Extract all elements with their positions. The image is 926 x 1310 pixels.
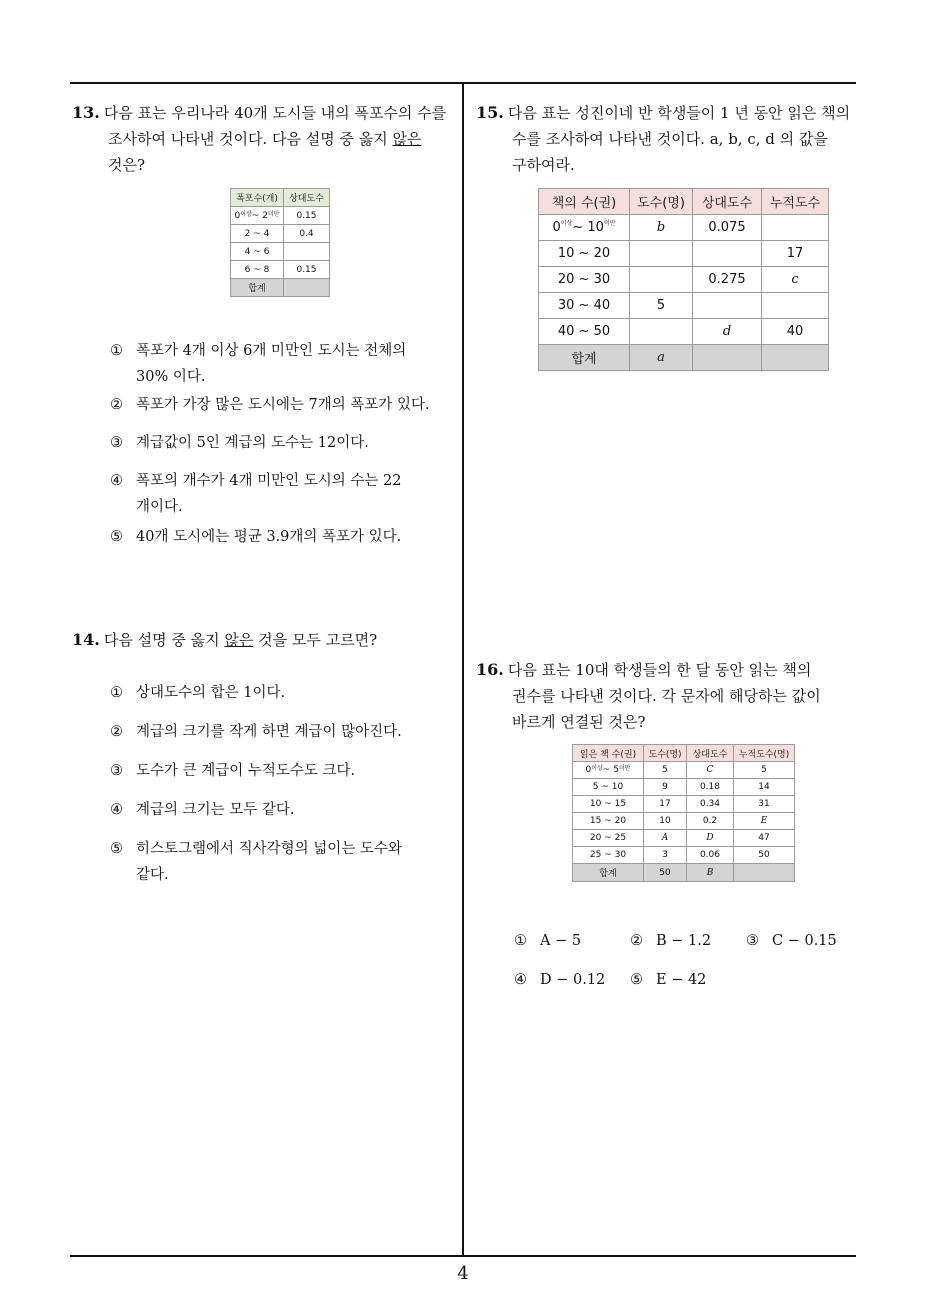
stem-line-2: 조사하여 나타낸 것이다. 다음 설명 중 옳지 xyxy=(108,130,393,148)
table-header: 누적도수 xyxy=(762,189,829,215)
table-cell: 25 ~ 30 xyxy=(573,847,644,864)
table-cell: 30 ~ 40 xyxy=(539,293,630,319)
table-cell: E xyxy=(734,813,795,830)
table-cell xyxy=(762,293,829,319)
table-total-label: 합계 xyxy=(231,279,284,297)
table-header: 폭포수(개) xyxy=(231,189,284,207)
stem-line-1: 다음 표는 우리나라 40개 도시들 내의 폭포수의 수를 xyxy=(103,104,447,122)
option-4[interactable]: ④ 계급의 크기는 모두 같다. xyxy=(110,802,295,818)
table-header: 책의 수(권) xyxy=(539,189,630,215)
table-total-cell xyxy=(693,345,762,371)
table-cell: c xyxy=(762,267,829,293)
table-cell: 0.075 xyxy=(693,215,762,241)
table-cell: C xyxy=(687,762,734,779)
table-total-value xyxy=(284,279,330,297)
table-cell: 40 xyxy=(762,319,829,345)
q16-table xyxy=(572,744,795,882)
option-1[interactable]: ① A − 5 xyxy=(514,933,582,949)
underlined-word: 않은 xyxy=(392,130,422,148)
underlined-word: 않은 xyxy=(224,631,254,649)
table-cell: 0.06 xyxy=(687,847,734,864)
question-14: 14. 다음 설명 중 옳지 않은 것을 모두 고르면? xyxy=(72,630,378,649)
q13-options xyxy=(110,338,456,558)
table-cell xyxy=(693,293,762,319)
table-cell: D xyxy=(687,830,734,847)
question-number: 14. xyxy=(72,630,100,649)
option-3[interactable]: ③ 계급값이 5인 계급의 도수는 12이다. xyxy=(110,435,369,451)
table-cell: 9 xyxy=(644,779,687,796)
question-number: 16. xyxy=(476,660,504,679)
table-header: 상대도수 xyxy=(693,189,762,215)
table-cell: A xyxy=(644,830,687,847)
table-cell: 3 xyxy=(644,847,687,864)
table-cell: 0.15 xyxy=(284,207,330,225)
table-cell: 5 xyxy=(630,293,693,319)
table-cell: 31 xyxy=(734,796,795,813)
table-cell: 5 xyxy=(734,762,795,779)
table-header: 누적도수(명) xyxy=(734,745,795,762)
table-header: 읽은 책 수(권) xyxy=(573,745,644,762)
q15-table xyxy=(538,188,829,371)
table-header: 상대도수 xyxy=(284,189,330,207)
table-cell: 0.4 xyxy=(284,225,330,243)
table-cell: 10 ~ 20 xyxy=(539,241,630,267)
table-cell: $0^{이상}\sim$ $5^{미만}$ xyxy=(573,762,644,779)
table-total-cell: a xyxy=(630,345,693,371)
option-3[interactable]: ③ C − 0.15 xyxy=(746,933,837,949)
table-cell: 17 xyxy=(644,796,687,813)
table-cell: 0.15 xyxy=(284,261,330,279)
table-cell: 10 ~ 15 xyxy=(573,796,644,813)
table-cell: 0.275 xyxy=(693,267,762,293)
table-cell: d xyxy=(693,319,762,345)
question-15: 15. 다음 표는 성진이네 반 학생들이 1 년 동안 읽은 책의 수를 조사하여 나타낸 것이다. a, b, c, d 의 값을 구하여라. xyxy=(476,103,851,174)
table-cell xyxy=(630,319,693,345)
option-2[interactable]: ② 계급의 크기를 작게 하면 계급이 많아진다. xyxy=(110,724,402,740)
table-cell: 20 ~ 25 xyxy=(573,830,644,847)
table-cell: 50 xyxy=(734,847,795,864)
table-header: 상대도수 xyxy=(687,745,734,762)
table-total-cell: B xyxy=(687,864,734,882)
table-total-label: 합계 xyxy=(539,345,630,371)
table-cell: $0^{이상}\sim$ $2^{미만}$ xyxy=(231,207,284,225)
option-3[interactable]: ③ 도수가 큰 계급이 누적도수도 크다. xyxy=(110,763,356,779)
question-number: 15. xyxy=(476,103,504,122)
stem-line-3: 것은? xyxy=(108,156,146,174)
table-cell xyxy=(630,241,693,267)
q13-table xyxy=(230,188,330,297)
table-cell: 4 ~ 6 xyxy=(231,243,284,261)
question-13 xyxy=(72,100,456,178)
page-number: 4 xyxy=(457,1263,469,1284)
table-header: 도수(명) xyxy=(630,189,693,215)
table-cell xyxy=(762,215,829,241)
table-cell: 0.34 xyxy=(687,796,734,813)
table-total-label: 합계 xyxy=(573,864,644,882)
option-4[interactable]: ④ D − 0.12 xyxy=(514,972,606,988)
q14-options xyxy=(110,680,456,890)
option-5[interactable]: ⑤ 40개 도시에는 평균 3.9개의 폭포가 있다. xyxy=(110,529,402,545)
option-5[interactable]: ⑤ 히스토그램에서 직사각형의 넓이는 도수와 같다. xyxy=(110,841,402,883)
table-cell: 47 xyxy=(734,830,795,847)
table-cell: 15 ~ 20 xyxy=(573,813,644,830)
question-16: 16. 다음 표는 10대 학생들의 한 달 동안 읽는 책의 권수를 나타낸 것이다. 각 문자에 해당하는 값이 바르게 연결된 것은? xyxy=(476,660,821,731)
column-divider xyxy=(462,84,464,1256)
option-1[interactable]: ① 상대도수의 합은 1이다. xyxy=(110,685,286,701)
table-cell: 40 ~ 50 xyxy=(539,319,630,345)
table-cell: 17 xyxy=(762,241,829,267)
option-2[interactable]: ② B − 1.2 xyxy=(630,933,712,949)
table-cell: 0.18 xyxy=(687,779,734,796)
table-cell xyxy=(630,267,693,293)
table-cell: $0^{이상}\sim$ $10^{미만}$ xyxy=(539,215,630,241)
table-cell: 5 xyxy=(644,762,687,779)
table-cell: b xyxy=(630,215,693,241)
table-cell: 2 ~ 4 xyxy=(231,225,284,243)
table-cell: 0.2 xyxy=(687,813,734,830)
table-cell xyxy=(693,241,762,267)
table-cell: 14 xyxy=(734,779,795,796)
table-header: 도수(명) xyxy=(644,745,687,762)
table-cell: 6 ~ 8 xyxy=(231,261,284,279)
table-total-cell: 50 xyxy=(644,864,687,882)
q16-options xyxy=(514,928,854,998)
table-total-cell xyxy=(734,864,795,882)
question-number: 13. xyxy=(72,103,100,122)
table-cell: 10 xyxy=(644,813,687,830)
bottom-rule xyxy=(70,1255,856,1257)
option-4[interactable]: ④ 폭포의 개수가 4개 미만인 도시의 수는 22 개이다. xyxy=(110,473,402,515)
option-1[interactable]: ① 폭포가 4개 이상 6개 미만인 도시는 전체의 30% 이다. xyxy=(110,343,407,385)
table-cell: 5 ~ 10 xyxy=(573,779,644,796)
table-total-cell xyxy=(762,345,829,371)
table-cell xyxy=(284,243,330,261)
table-cell: 20 ~ 30 xyxy=(539,267,630,293)
option-5[interactable]: ⑤ E − 42 xyxy=(630,972,707,988)
option-2[interactable]: ② 폭포가 가장 많은 도시에는 7개의 폭포가 있다. xyxy=(110,397,430,413)
